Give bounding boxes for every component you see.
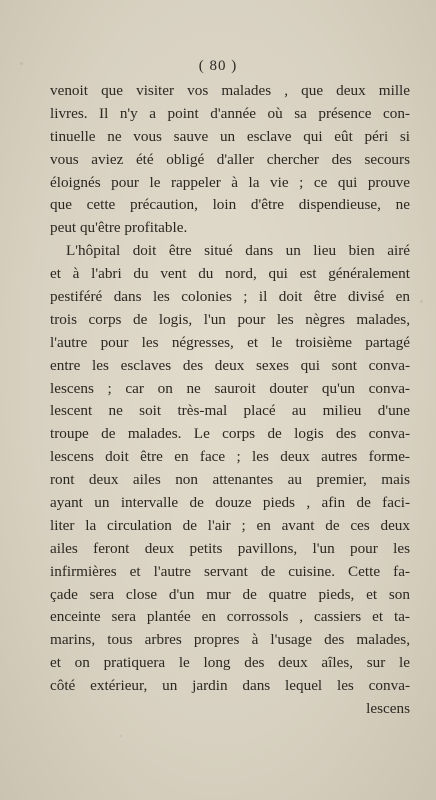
text-line: lescent ne soit très-mal placé au milieu d'une [50, 402, 410, 420]
text-line: lescens [366, 700, 410, 718]
text-line: lescens doit être en face ; les deux autres forme- [50, 448, 410, 466]
text-line: trois corps de logis, l'un pour les nègres malades, [50, 310, 410, 328]
body-text [50, 80, 410, 721]
text-line: liter la circulation de l'air ; en avant de ces deux [50, 516, 410, 534]
text-line: pestiféré dans les colonies ; il doit être divisé en [50, 288, 410, 306]
text-line: et on pratiquera le long des deux aîles, sur le [50, 654, 410, 672]
text-line: çade sera close d'un mur de quatre pieds, et son [50, 585, 410, 603]
text-line: entre les esclaves des deux sexes qui sont conva- [50, 356, 410, 374]
text-line: L'hôpital doit être situé dans un lieu bien airé [66, 242, 410, 260]
text-line: côté extérieur, un jardin dans lequel les conva- [50, 677, 410, 695]
text-line: éloignés pour le rappeler à la vie ; ce qui prouve [50, 173, 410, 191]
text-line: marins, tous arbres propres à l'usage des malades, [50, 631, 410, 649]
text-line: ailes feront deux petits pavillons, l'un pour les [50, 539, 410, 557]
text-line: venoit que visiter vos malades , que deux mille [50, 82, 410, 99]
text-line: tinuelle ne vous sauve un esclave qui eût péri si [50, 127, 410, 145]
text-line: l'autre pour les négresses, et le troisième partagé [50, 333, 410, 351]
text-line: infirmières et l'autre servant de cuisine. Cette fa- [50, 562, 410, 580]
text-line: que cette précaution, loin d'être dispendieuse, ne [50, 196, 410, 214]
text-line: peut qu'être profitable. [50, 219, 188, 237]
paper-spot [420, 300, 423, 303]
text-line: lescens ; car on ne sauroit douter qu'un conva- [50, 379, 410, 397]
text-line: troupe de malades. Le corps de logis des conva- [50, 425, 410, 443]
text-line: enceinte sera plantée en corrossols , cassiers et ta- [50, 608, 410, 626]
paper-spot [120, 735, 122, 737]
text-line: et à l'abri du vent du nord, qui est généralement [50, 265, 410, 283]
text-line: vous aviez été obligé d'aller chercher des secours [50, 150, 410, 168]
text-line: ront deux ailes non attenantes au premier, mais [50, 471, 410, 489]
text-line: livres. Il n'y a point d'année où sa présence con- [50, 104, 410, 122]
page-number: ( 80 ) [198, 58, 238, 74]
text-line: ayant un intervalle de douze pieds , afin de faci- [50, 494, 410, 512]
